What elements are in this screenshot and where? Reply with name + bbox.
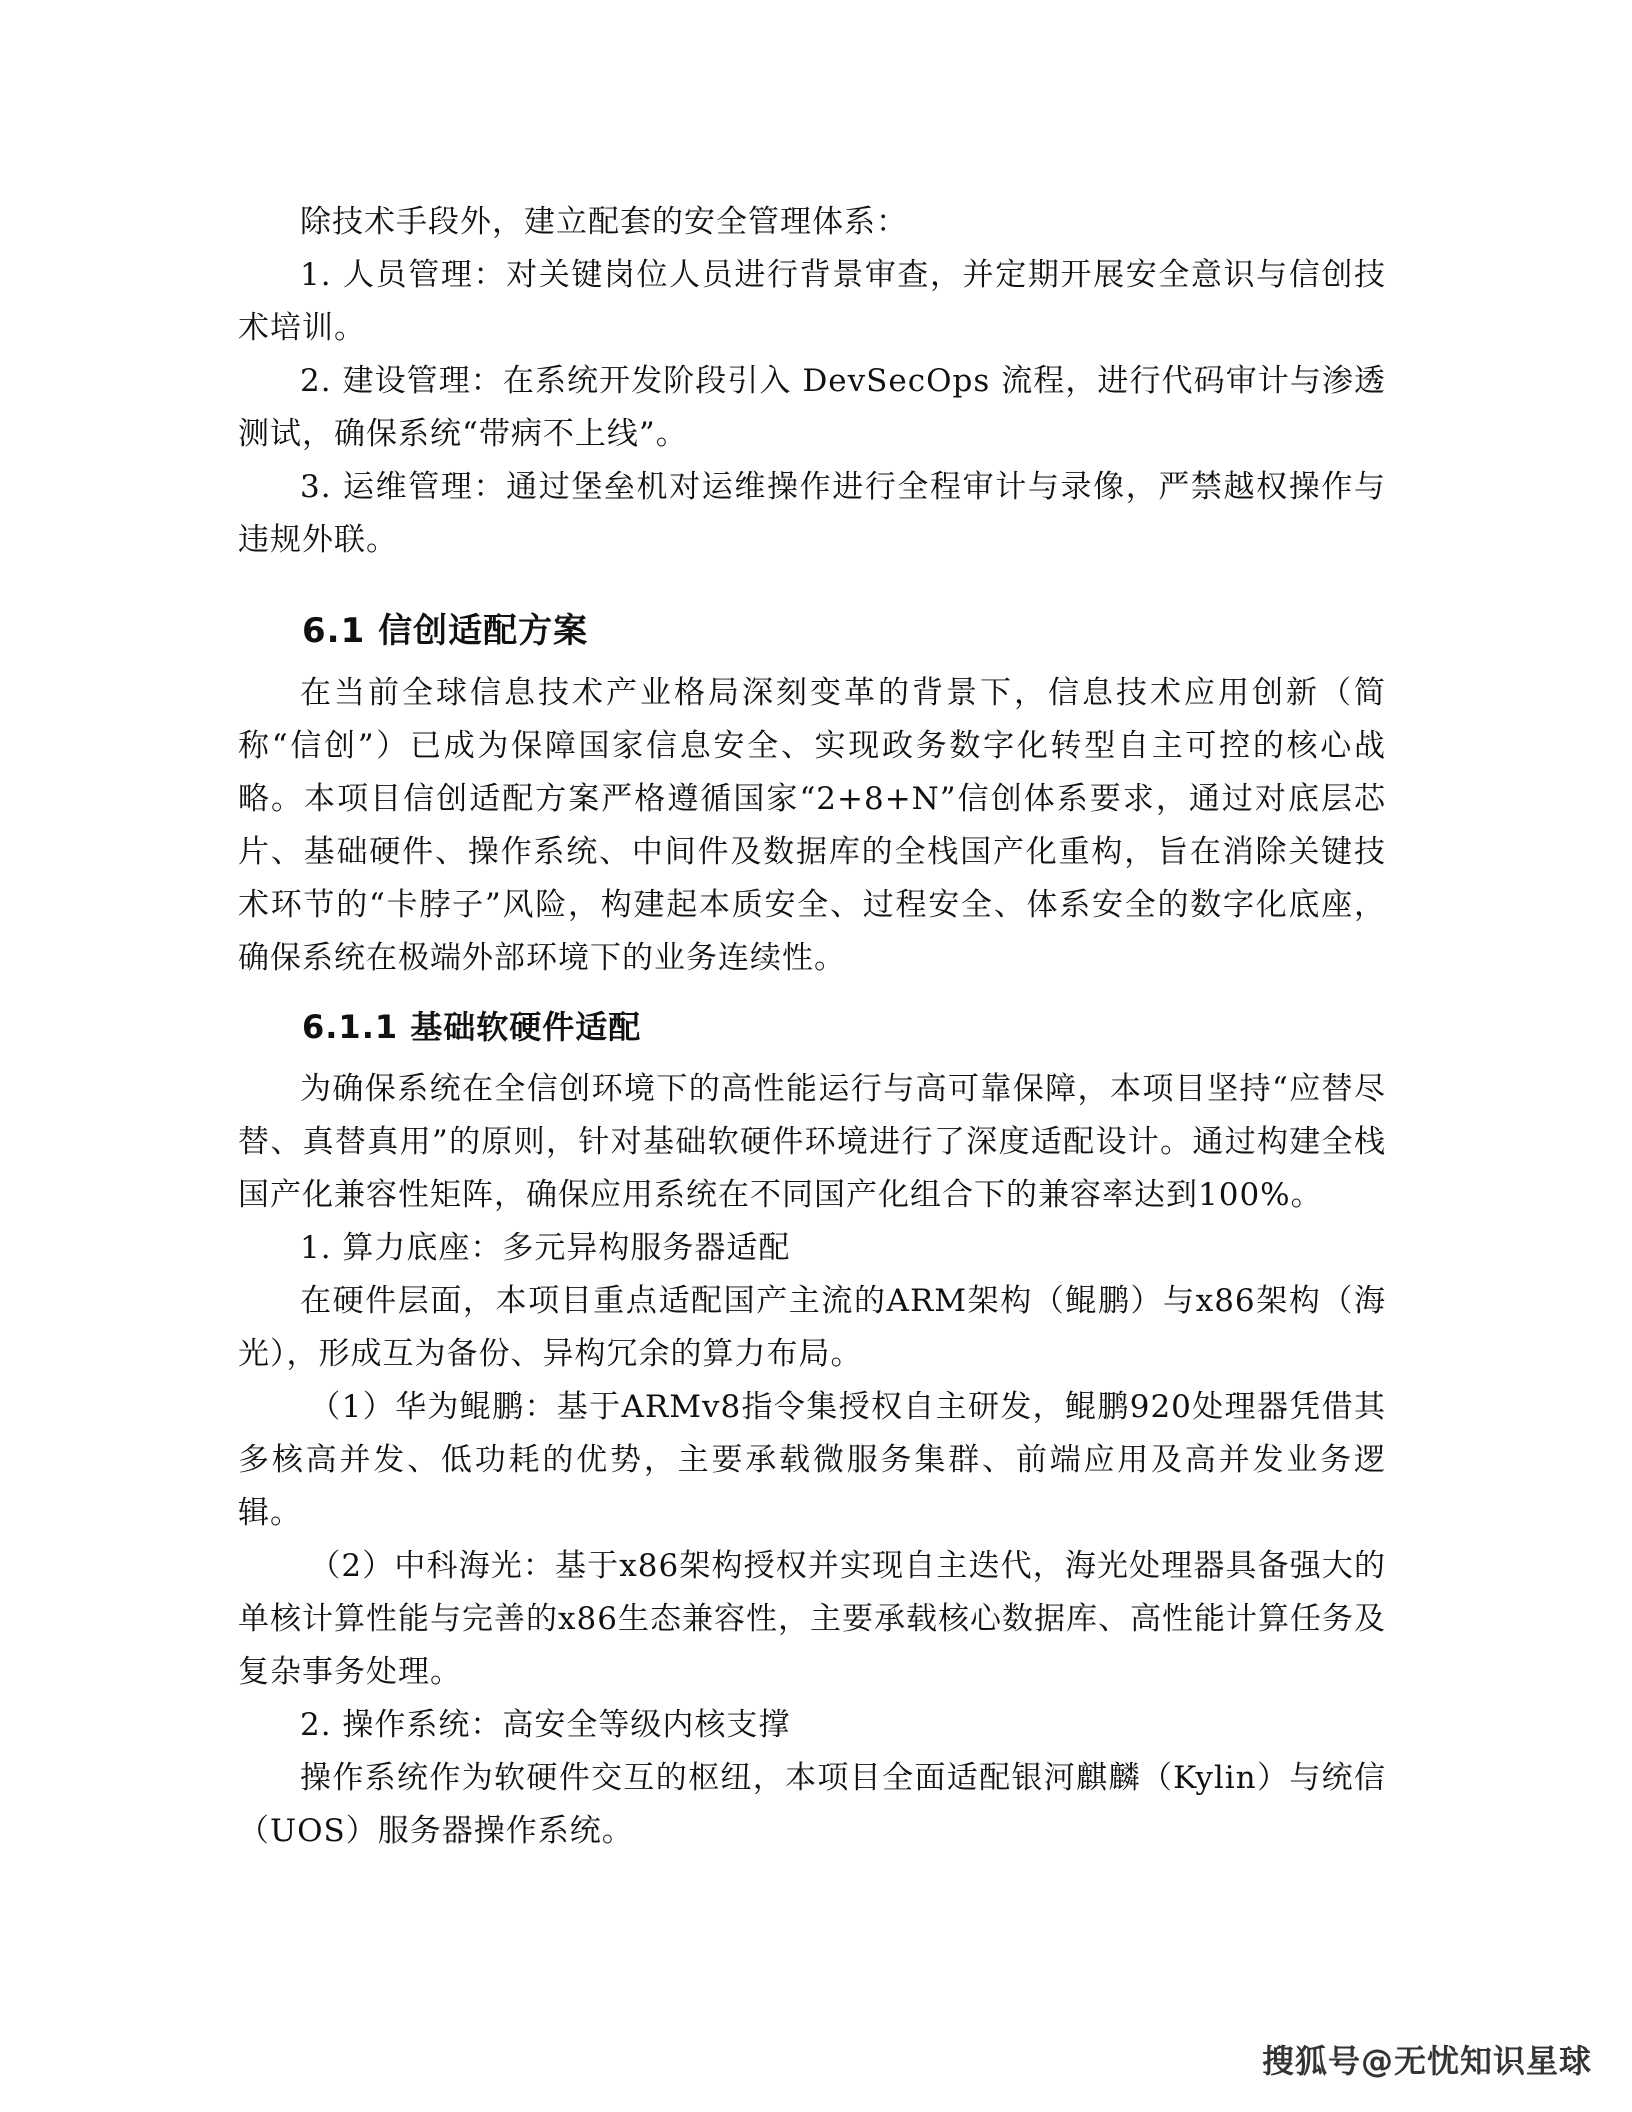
os-body: 操作系统作为软硬件交互的枢纽，本项目全面适配银河麒麟（Kylin）与统信（UOS）服务器操作系统。 [238, 1760, 1386, 1849]
section-spacer [238, 567, 1386, 603]
section-heading-6-1: 6.1 信创适配方案 [302, 611, 589, 651]
heading-spacer [238, 1055, 1386, 1063]
management-item-personnel: 1. 人员管理：对关键岗位人员进行背景审查，并定期开展安全意识与信创技术培训。 [238, 257, 1386, 346]
intro-paragraph: 除技术手段外，建立配套的安全管理体系： [300, 204, 908, 240]
subsection-spacer [238, 985, 1386, 999]
section-6-1-1-body: 为确保系统在全信创环境下的高性能运行与高可靠保障，本项目坚持“应替尽替、真替真用”的原则，针对基础软硬件环境进行了深度适配设计。通过构建全栈国产化兼容性矩阵，确保应用系统在不同国产化组合下的兼容率达到100%。 [238, 1071, 1386, 1213]
management-item-construction: 2. 建设管理：在系统开发阶段引入 DevSecOps 流程，进行代码审计与渗透测试，确保系统“带病不上线”。 [238, 363, 1386, 452]
source-watermark: 搜狐号@无忧知识星球 [1261, 2042, 1592, 2080]
management-item-operations: 3. 运维管理：通过堡垒机对运维操作进行全程审计与录像，严禁越权操作与违规外联。 [238, 469, 1386, 558]
section-heading-6-1-1: 6.1.1 基础软硬件适配 [302, 1008, 642, 1046]
os-title: 2. 操作系统：高安全等级内核支撑 [300, 1707, 791, 1743]
document-page [238, 196, 1386, 1858]
kunpeng-item: （1）华为鲲鹏：基于ARMv8指令集授权自主研发，鲲鹏920处理器凭借其多核高并发、低功耗的优势，主要承载微服务集群、前端应用及高并发业务逻辑。 [238, 1389, 1386, 1531]
compute-base-title: 1. 算力底座：多元异构服务器适配 [300, 1230, 791, 1266]
hygon-item: （2）中科海光：基于x86架构授权并实现自主迭代，海光处理器具备强大的单核计算性能与完善的x86生态兼容性，主要承载核心数据库、高性能计算任务及复杂事务处理。 [238, 1548, 1386, 1690]
compute-base-body: 在硬件层面，本项目重点适配国产主流的ARM架构（鲲鹏）与x86架构（海光），形成互为备份、异构冗余的算力布局。 [238, 1283, 1386, 1372]
section-6-1-body: 在当前全球信息技术产业格局深刻变革的背景下，信息技术应用创新（简称“信创”）已成为保障国家信息安全、实现政务数字化转型自主可控的核心战略。本项目信创适配方案严格遵循国家“2+8+N”信创体系要求，通过对底层芯片、基础硬件、操作系统、中间件及数据库的全栈国产化重构，旨在消除关键技术环节的“卡脖子”风险，构建起本质安全、过程安全、体系安全的数字化底座，确保系统在极端外部环境下的业务连续性。 [238, 675, 1386, 976]
heading-spacer [238, 659, 1386, 667]
